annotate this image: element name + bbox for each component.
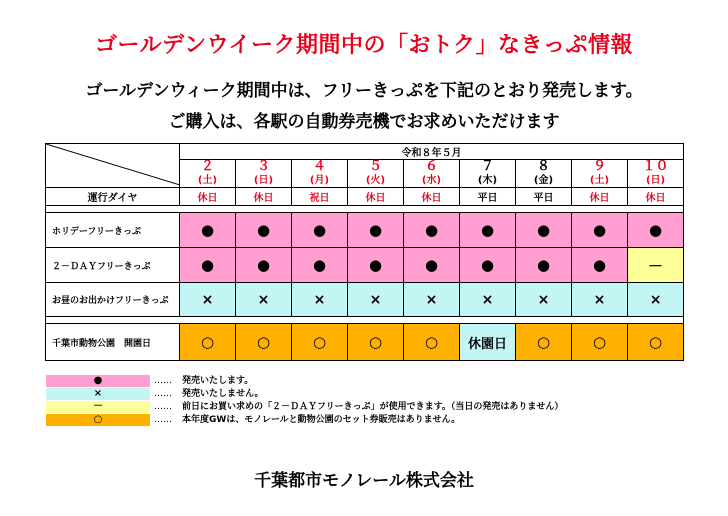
table-row	[46, 324, 684, 361]
day-number: ６	[404, 160, 460, 175]
day-weekday: (日)	[236, 174, 292, 188]
availability-cell: ●	[460, 248, 516, 283]
availability-cell: ○	[404, 324, 460, 361]
operation-type-value: 休日	[236, 188, 292, 206]
availability-cell: ●	[572, 248, 628, 283]
availability-cell: ×	[236, 283, 292, 317]
row-spacer	[46, 206, 684, 213]
day-weekday: (土)	[572, 174, 628, 188]
day-weekday: (木)	[460, 174, 516, 188]
legend-swatch: ●	[46, 375, 150, 387]
diagonal-line	[46, 144, 180, 185]
availability-cell: ●	[516, 213, 572, 248]
page-title: ゴールデンウイーク期間中の「おトク」なきっぷ情報	[94, 33, 634, 58]
day-number: ８	[516, 160, 572, 175]
subtitle-purchase-notice: ご購入は、各駅の自動券売機でお求めいただけます	[168, 112, 560, 132]
day-weekday: (月)	[292, 174, 348, 188]
availability-cell: ●	[236, 248, 292, 283]
row-spacer	[46, 317, 684, 324]
day-number: ２	[180, 160, 236, 175]
availability-cell: ●	[180, 248, 236, 283]
day-number: １０	[628, 160, 684, 175]
availability-cell: ●	[236, 213, 292, 248]
row-label: 千葉市動物公園 開園日	[46, 324, 180, 361]
availability-cell: ×	[460, 283, 516, 317]
availability-cell: ○	[628, 324, 684, 361]
availability-cell: ○	[236, 324, 292, 361]
table-row	[46, 248, 684, 283]
availability-cell: ○	[180, 324, 236, 361]
day-weekday: (土)	[180, 174, 236, 188]
day-weekday: (日)	[628, 174, 684, 188]
availability-cell: ×	[348, 283, 404, 317]
legend-text: 本年度GWは、モノレールと動物公園のセット券販売はありません。	[182, 415, 461, 425]
availability-cell: ○	[292, 324, 348, 361]
availability-cell: ●	[292, 213, 348, 248]
availability-cell: ×	[572, 283, 628, 317]
legend-swatch: ×	[46, 388, 150, 400]
month-label: 令和８年５月	[180, 144, 684, 160]
operation-type-value: 休日	[180, 188, 236, 206]
row-label: お昼のお出かけフリーきっぷ	[46, 283, 180, 317]
day-number: ４	[292, 160, 348, 175]
legend-dots: ……	[154, 389, 172, 399]
legend-swatch: －	[46, 401, 150, 413]
day-weekday: (金)	[516, 174, 572, 188]
legend-text: 発売いたします。	[182, 376, 254, 386]
company-name: 千葉都市モノレール株式会社	[254, 471, 474, 491]
day-number: ５	[348, 160, 404, 175]
legend-text: 前日にお買い求めの「２－ＤＡＹフリーきっぷ」が使用できます。（当日の発売はありません）	[182, 402, 564, 412]
availability-cell: ●	[572, 213, 628, 248]
table-row	[46, 283, 684, 317]
availability-cell: ×	[180, 283, 236, 317]
zoo-closed-cell: 休園日	[460, 324, 516, 361]
legend-swatch: ○	[46, 414, 150, 426]
availability-cell: ●	[404, 213, 460, 248]
legend-dots: ……	[154, 376, 172, 386]
operation-type-value: 休日	[404, 188, 460, 206]
operation-type-label: 運行ダイヤ	[46, 188, 180, 206]
availability-cell: ×	[404, 283, 460, 317]
availability-cell: ●	[180, 213, 236, 248]
header-diagonal-cell	[46, 144, 180, 188]
ticket-schedule-table	[45, 143, 684, 361]
availability-cell: ●	[348, 248, 404, 283]
legend-dots: ……	[154, 402, 172, 412]
availability-cell: ●	[404, 248, 460, 283]
operation-type-value: 休日	[628, 188, 684, 206]
subtitle-sales-notice: ゴールデンウィーク期間中は、フリーきっぷを下記のとおり発売します。	[85, 81, 643, 101]
availability-cell: ○	[348, 324, 404, 361]
availability-cell: ●	[292, 248, 348, 283]
availability-cell: ●	[348, 213, 404, 248]
legend-text: 発売いたしません。	[182, 389, 264, 399]
availability-cell: ○	[572, 324, 628, 361]
day-number: ９	[572, 160, 628, 175]
availability-cell: ×	[292, 283, 348, 317]
availability-cell: ●	[460, 213, 516, 248]
availability-cell: ×	[516, 283, 572, 317]
availability-cell: ×	[628, 283, 684, 317]
legend-dots: ……	[154, 415, 172, 425]
day-number: ７	[460, 160, 516, 175]
availability-cell: ○	[516, 324, 572, 361]
availability-cell: ●	[628, 213, 684, 248]
availability-cell: ●	[516, 248, 572, 283]
operation-type-value: 平日	[516, 188, 572, 206]
operation-type-value: 祝日	[292, 188, 348, 206]
operation-type-value: 平日	[460, 188, 516, 206]
day-weekday: (火)	[348, 174, 404, 188]
operation-type-value: 休日	[348, 188, 404, 206]
day-weekday: (水)	[404, 174, 460, 188]
table-row	[46, 213, 684, 248]
row-label: ホリデーフリーきっぷ	[46, 213, 180, 248]
availability-cell: －	[628, 248, 684, 283]
operation-type-value: 休日	[572, 188, 628, 206]
day-number: ３	[236, 160, 292, 175]
row-label: ２－ＤＡＹフリーきっぷ	[46, 248, 180, 283]
